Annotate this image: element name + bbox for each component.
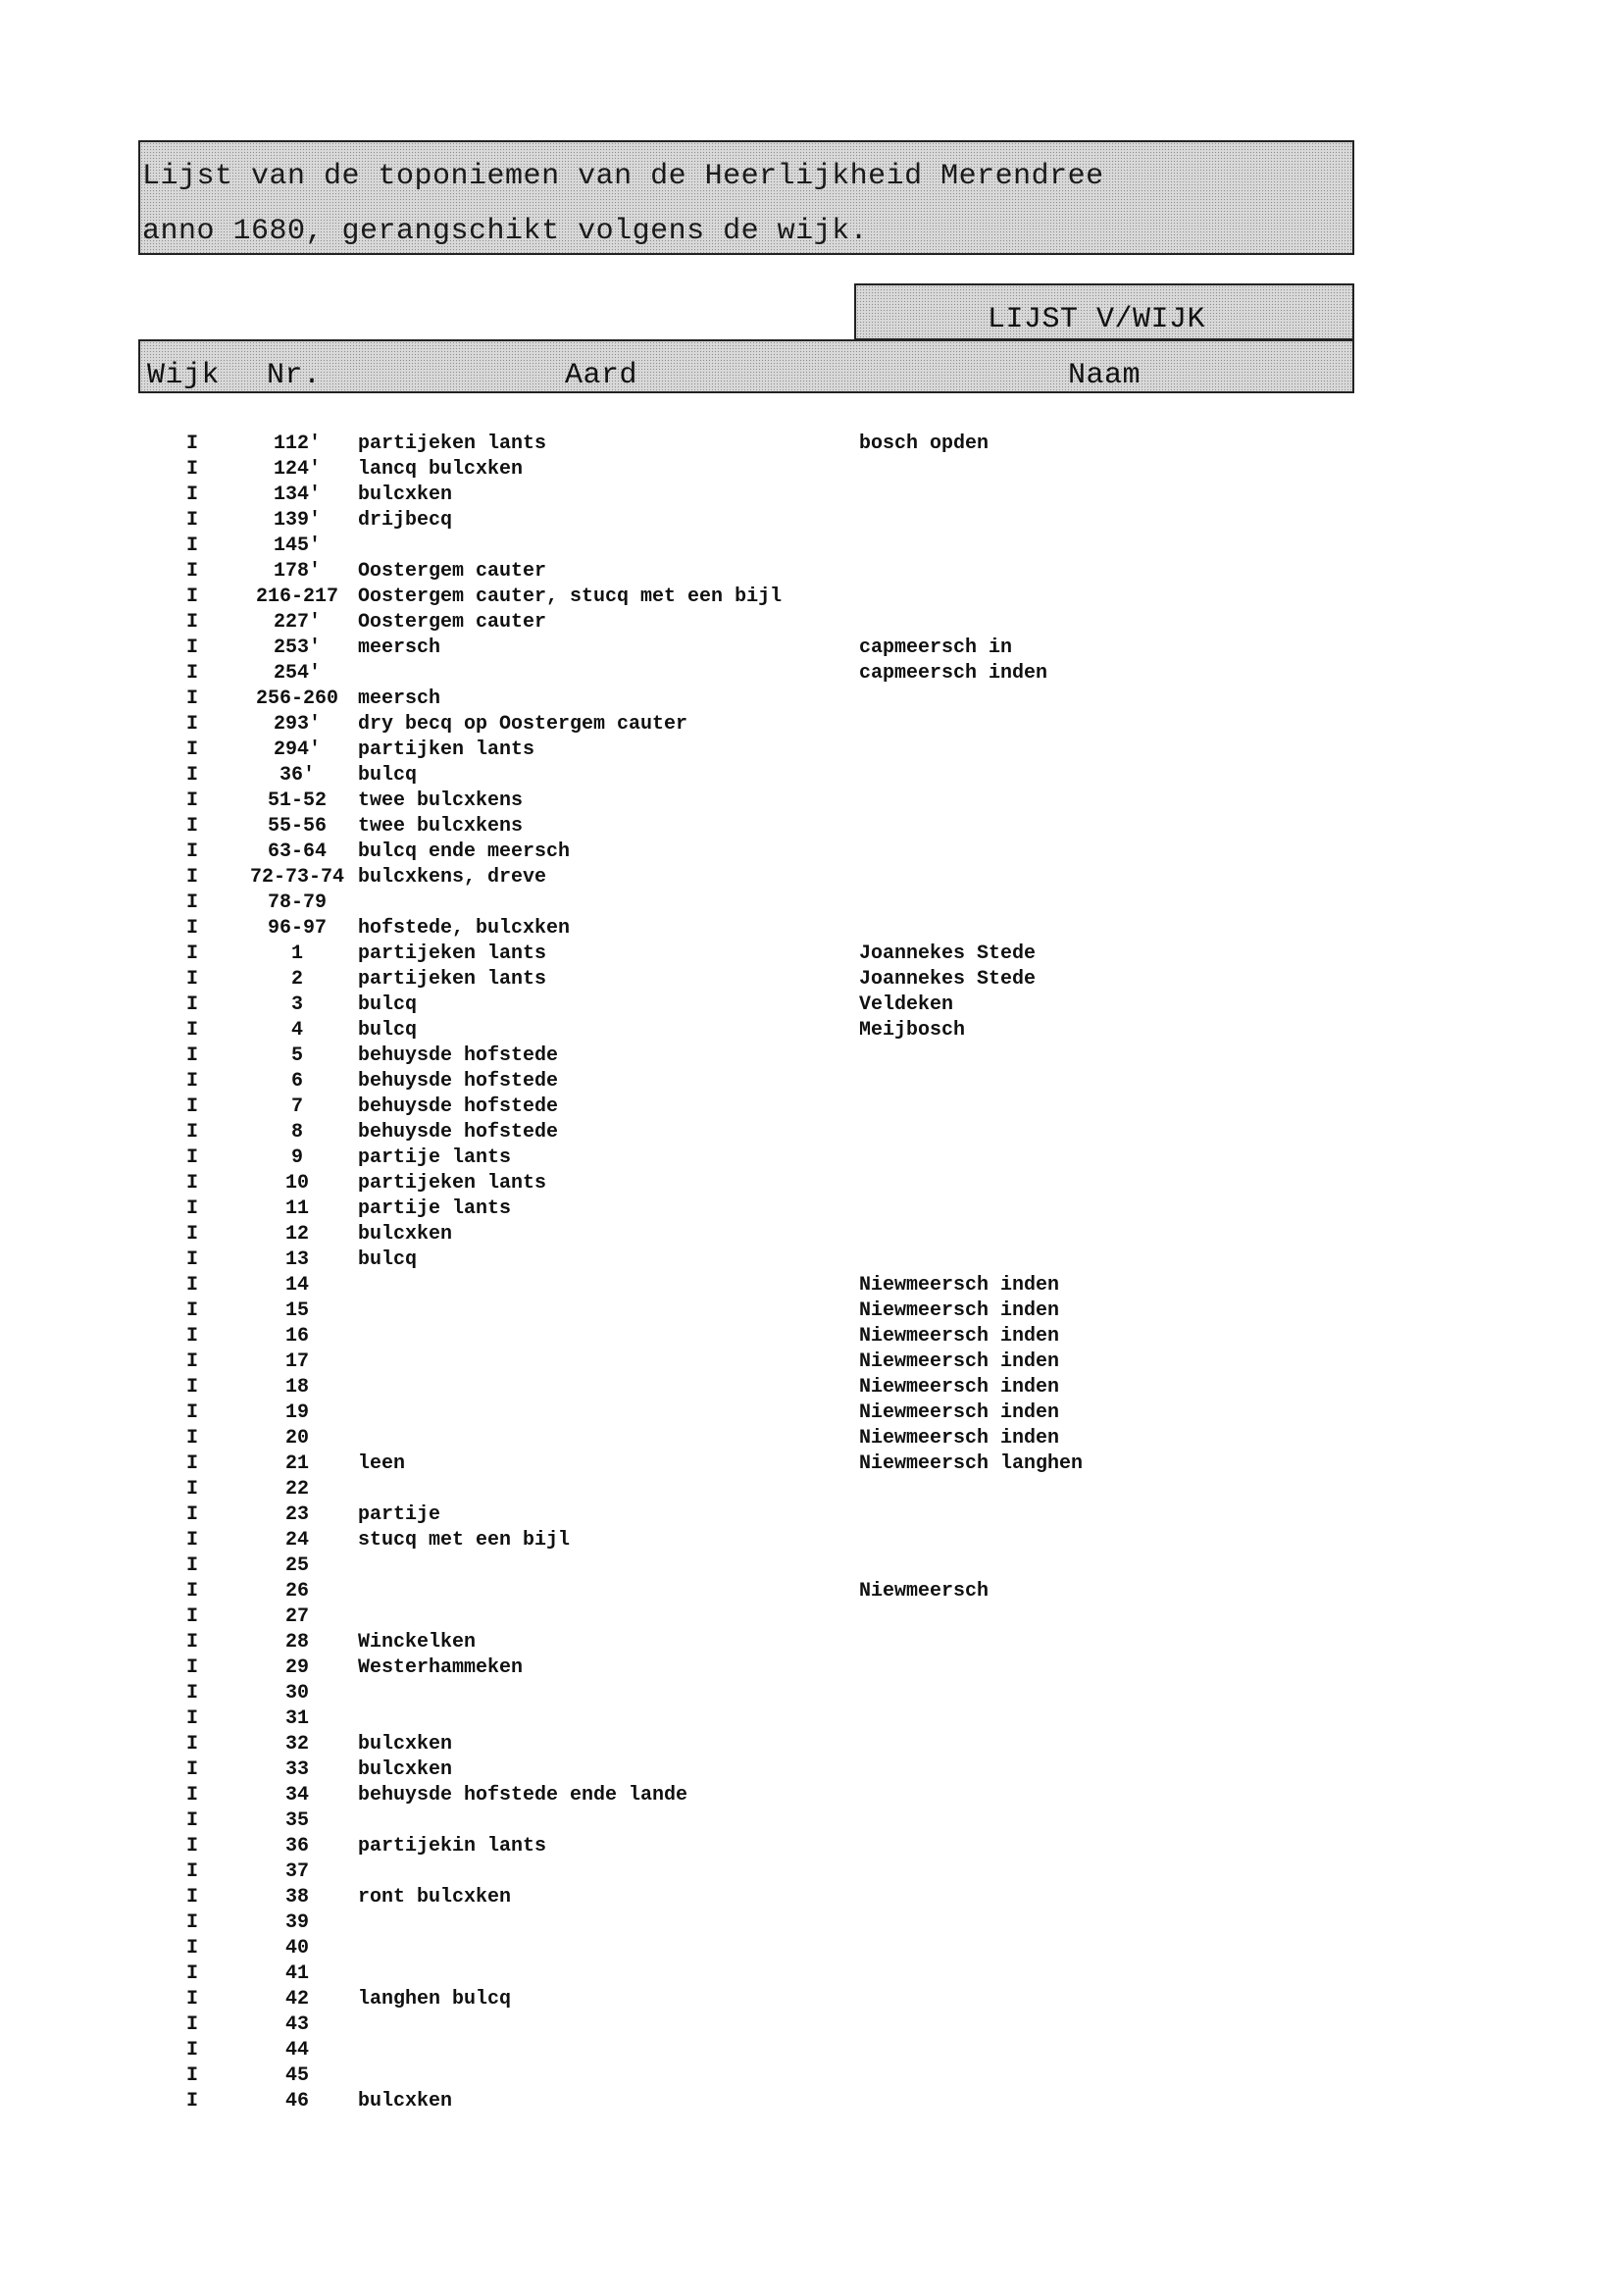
- cell-aard: leen: [358, 1452, 406, 1475]
- cell-aard: partijeken lants: [358, 1172, 547, 1195]
- cell-aard: meersch: [358, 636, 441, 659]
- cell-nr: 72-73-74: [249, 866, 344, 889]
- cell-nr: 124': [273, 458, 321, 481]
- cell-aard: behuysde hofstede: [358, 1095, 559, 1118]
- table-row: [0, 559, 1624, 585]
- cell-naam: Niewmeersch langhen: [859, 1452, 1084, 1475]
- cell-naam: Niewmeersch: [859, 1580, 990, 1603]
- table-row: [0, 636, 1624, 661]
- cell-wijk: I: [186, 968, 199, 991]
- cell-nr: 17: [284, 1350, 309, 1373]
- cell-aard: stucq met een bijl: [358, 1529, 571, 1552]
- table-row: [0, 1426, 1624, 1451]
- cell-nr: 12: [284, 1223, 309, 1246]
- cell-aard: partije: [358, 1503, 441, 1526]
- table-row: [0, 2063, 1624, 2089]
- table-row: [0, 712, 1624, 738]
- cell-nr: 11: [284, 1197, 309, 1220]
- cell-aard: partijeken lants: [358, 968, 547, 991]
- cell-aard: bulcq: [358, 764, 418, 787]
- cell-wijk: I: [186, 1911, 199, 1934]
- header-aard: Aard: [565, 359, 638, 392]
- cell-aard: twee bulcxkens: [358, 815, 524, 838]
- cell-nr: 8: [290, 1121, 303, 1144]
- cell-naam: Joannekes Stede: [859, 968, 1037, 991]
- cell-wijk: I: [186, 1988, 199, 2011]
- cell-naam: bosch opden: [859, 433, 990, 455]
- cell-nr: 253': [273, 636, 321, 659]
- table-row: [0, 1247, 1624, 1273]
- cell-nr: 294': [273, 738, 321, 761]
- cell-aard: bulcxken: [358, 1758, 453, 1781]
- table-row: [0, 1120, 1624, 1146]
- cell-naam: capmeersch in: [859, 636, 1013, 659]
- cell-aard: drijbecq: [358, 509, 453, 532]
- cell-nr: 5: [290, 1044, 303, 1067]
- table-row: [0, 1553, 1624, 1579]
- cell-wijk: I: [186, 2090, 199, 2113]
- table-row: [0, 1910, 1624, 1936]
- cell-nr: 25: [284, 1554, 309, 1577]
- cell-wijk: I: [186, 484, 199, 506]
- cell-aard: Oostergem cauter: [358, 611, 547, 634]
- table-row: [0, 508, 1624, 534]
- table-row: [0, 1681, 1624, 1706]
- cell-nr: 36: [284, 1835, 309, 1858]
- cell-aard: bulcxkens, dreve: [358, 866, 547, 889]
- table-row: [0, 585, 1624, 610]
- header-nr: Nr.: [267, 359, 322, 392]
- lijst-label: LIJST V/WIJK: [988, 303, 1206, 336]
- cell-wijk: I: [186, 1197, 199, 1220]
- title-line-1: Lijst van de toponiemen van de Heerlijkheid Merendree: [142, 160, 1104, 193]
- cell-wijk: I: [186, 1401, 199, 1424]
- cell-aard: bulcq: [358, 1248, 418, 1271]
- cell-nr: 216-217: [255, 585, 338, 608]
- cell-aard: bulcq ende meersch: [358, 840, 571, 863]
- cell-aard: partijekin lants: [358, 1835, 547, 1858]
- cell-wijk: I: [186, 764, 199, 787]
- table-row: [0, 1400, 1624, 1426]
- cell-aard: partije lants: [358, 1197, 512, 1220]
- table-row: [0, 1579, 1624, 1604]
- table-row: [0, 1655, 1624, 1681]
- table-row: [0, 814, 1624, 840]
- cell-naam: Niewmeersch inden: [859, 1350, 1060, 1373]
- table-row: [0, 1630, 1624, 1655]
- cell-wijk: I: [186, 2039, 199, 2062]
- cell-nr: 46: [284, 2090, 309, 2113]
- toponym-list: [0, 432, 1624, 2114]
- cell-nr: 28: [284, 1631, 309, 1654]
- cell-aard: langhen bulcq: [358, 1988, 512, 2011]
- cell-wijk: I: [186, 2064, 199, 2087]
- table-row: [0, 840, 1624, 865]
- cell-nr: 33: [284, 1758, 309, 1781]
- cell-wijk: I: [186, 1835, 199, 1858]
- table-row: [0, 1783, 1624, 1808]
- table-row: [0, 610, 1624, 636]
- cell-wijk: I: [186, 1274, 199, 1297]
- table-row: [0, 865, 1624, 891]
- table-row: [0, 534, 1624, 559]
- cell-wijk: I: [186, 1962, 199, 1985]
- header-naam: Naam: [1068, 359, 1142, 392]
- cell-nr: 23: [284, 1503, 309, 1526]
- table-row: [0, 942, 1624, 967]
- cell-naam: Niewmeersch inden: [859, 1401, 1060, 1424]
- table-row: [0, 1706, 1624, 1732]
- cell-wijk: I: [186, 1325, 199, 1348]
- cell-wijk: I: [186, 1223, 199, 1246]
- cell-nr: 78-79: [267, 891, 327, 914]
- cell-wijk: I: [186, 2013, 199, 2036]
- cell-wijk: I: [186, 942, 199, 965]
- cell-nr: 7: [290, 1095, 303, 1118]
- table-row: [0, 789, 1624, 814]
- cell-wijk: I: [186, 611, 199, 634]
- cell-nr: 20: [284, 1427, 309, 1450]
- table-row: [0, 1732, 1624, 1757]
- cell-wijk: I: [186, 1019, 199, 1042]
- cell-nr: 19: [284, 1401, 309, 1424]
- table-row: [0, 967, 1624, 993]
- cell-nr: 15: [284, 1299, 309, 1322]
- cell-wijk: I: [186, 1478, 199, 1501]
- table-row: [0, 1171, 1624, 1196]
- cell-nr: 51-52: [267, 789, 327, 812]
- cell-wijk: I: [186, 1682, 199, 1705]
- table-row: [0, 1069, 1624, 1095]
- cell-nr: 30: [284, 1682, 309, 1705]
- cell-naam: Niewmeersch inden: [859, 1325, 1060, 1348]
- cell-wijk: I: [186, 1427, 199, 1450]
- cell-aard: Winckelken: [358, 1631, 477, 1654]
- cell-wijk: I: [186, 1937, 199, 1960]
- cell-wijk: I: [186, 1758, 199, 1781]
- cell-wijk: I: [186, 891, 199, 914]
- cell-wijk: I: [186, 1860, 199, 1883]
- cell-nr: 96-97: [267, 917, 327, 940]
- cell-wijk: I: [186, 1554, 199, 1577]
- cell-wijk: I: [186, 1503, 199, 1526]
- cell-nr: 31: [284, 1707, 309, 1730]
- cell-aard: ront bulcxken: [358, 1886, 512, 1909]
- table-row: [0, 1834, 1624, 1859]
- cell-aard: partijken lants: [358, 738, 535, 761]
- cell-wijk: I: [186, 993, 199, 1016]
- cell-nr: 26: [284, 1580, 309, 1603]
- cell-aard: meersch: [358, 687, 441, 710]
- cell-nr: 44: [284, 2039, 309, 2062]
- table-row: [0, 1885, 1624, 1910]
- cell-nr: 36': [279, 764, 315, 787]
- cell-wijk: I: [186, 1580, 199, 1603]
- cell-nr: 45: [284, 2064, 309, 2087]
- table-row: [0, 1349, 1624, 1375]
- cell-wijk: I: [186, 1529, 199, 1552]
- cell-wijk: I: [186, 1605, 199, 1628]
- cell-wijk: I: [186, 840, 199, 863]
- cell-wijk: I: [186, 1784, 199, 1807]
- cell-wijk: I: [186, 789, 199, 812]
- cell-nr: 40: [284, 1937, 309, 1960]
- cell-nr: 16: [284, 1325, 309, 1348]
- cell-nr: 3: [290, 993, 303, 1016]
- cell-nr: 112': [273, 433, 321, 455]
- cell-wijk: I: [186, 1350, 199, 1373]
- cell-wijk: I: [186, 1733, 199, 1756]
- cell-aard: behuysde hofstede: [358, 1121, 559, 1144]
- cell-aard: bulcq: [358, 993, 418, 1016]
- table-row: [0, 1604, 1624, 1630]
- cell-nr: 1: [290, 942, 303, 965]
- cell-nr: 39: [284, 1911, 309, 1934]
- cell-nr: 254': [273, 662, 321, 685]
- cell-nr: 41: [284, 1962, 309, 1985]
- cell-nr: 22: [284, 1478, 309, 1501]
- cell-nr: 256-260: [255, 687, 338, 710]
- cell-wijk: I: [186, 1070, 199, 1093]
- cell-nr: 38: [284, 1886, 309, 1909]
- cell-aard: Westerhammeken: [358, 1656, 524, 1679]
- cell-wijk: I: [186, 1376, 199, 1399]
- table-row: [0, 1528, 1624, 1553]
- cell-wijk: I: [186, 1707, 199, 1730]
- cell-aard: bulcq: [358, 1019, 418, 1042]
- cell-aard: partijeken lants: [358, 433, 547, 455]
- cell-aard: bulcxken: [358, 1223, 453, 1246]
- cell-nr: 24: [284, 1529, 309, 1552]
- table-row: [0, 1146, 1624, 1171]
- cell-naam: capmeersch inden: [859, 662, 1048, 685]
- cell-nr: 145': [273, 535, 321, 557]
- lijst-label-box: [854, 283, 1354, 340]
- cell-aard: twee bulcxkens: [358, 789, 524, 812]
- table-row: [0, 891, 1624, 916]
- table-row: [0, 1961, 1624, 1987]
- title-line-2: anno 1680, gerangschikt volgens de wijk.: [142, 215, 869, 248]
- cell-wijk: I: [186, 713, 199, 736]
- cell-nr: 63-64: [267, 840, 327, 863]
- cell-wijk: I: [186, 636, 199, 659]
- table-row: [0, 2012, 1624, 2038]
- cell-nr: 35: [284, 1809, 309, 1832]
- cell-wijk: I: [186, 1095, 199, 1118]
- cell-aard: Oostergem cauter, stucq met een bijl: [358, 585, 783, 608]
- cell-wijk: I: [186, 1809, 199, 1832]
- table-row: [0, 1375, 1624, 1400]
- table-row: [0, 738, 1624, 763]
- table-row: [0, 1095, 1624, 1120]
- cell-nr: 37: [284, 1860, 309, 1883]
- table-row: [0, 2089, 1624, 2114]
- cell-aard: Oostergem cauter: [358, 560, 547, 583]
- cell-wijk: I: [186, 1172, 199, 1195]
- cell-nr: 139': [273, 509, 321, 532]
- cell-aard: bulcxken: [358, 2090, 453, 2113]
- cell-naam: Niewmeersch inden: [859, 1299, 1060, 1322]
- cell-naam: Niewmeersch inden: [859, 1274, 1060, 1297]
- cell-wijk: I: [186, 433, 199, 455]
- cell-wijk: I: [186, 1299, 199, 1322]
- cell-wijk: I: [186, 1146, 199, 1169]
- cell-wijk: I: [186, 1886, 199, 1909]
- cell-nr: 227': [273, 611, 321, 634]
- cell-nr: 21: [284, 1452, 309, 1475]
- cell-aard: bulcxken: [358, 484, 453, 506]
- cell-wijk: I: [186, 1044, 199, 1067]
- cell-nr: 178': [273, 560, 321, 583]
- cell-nr: 4: [290, 1019, 303, 1042]
- table-row: [0, 1324, 1624, 1349]
- cell-nr: 9: [290, 1146, 303, 1169]
- cell-nr: 18: [284, 1376, 309, 1399]
- cell-naam: Niewmeersch inden: [859, 1427, 1060, 1450]
- cell-aard: behuysde hofstede ende lande: [358, 1784, 688, 1807]
- table-row: [0, 916, 1624, 942]
- table-row: [0, 687, 1624, 712]
- table-row: [0, 483, 1624, 508]
- table-row: [0, 1859, 1624, 1885]
- cell-aard: lancq bulcxken: [358, 458, 524, 481]
- table-row: [0, 1757, 1624, 1783]
- cell-naam: Niewmeersch inden: [859, 1376, 1060, 1399]
- cell-aard: partije lants: [358, 1146, 512, 1169]
- header-wijk: Wijk: [147, 359, 221, 392]
- cell-nr: 43: [284, 2013, 309, 2036]
- cell-wijk: I: [186, 866, 199, 889]
- cell-wijk: I: [186, 1121, 199, 1144]
- table-row: [0, 1298, 1624, 1324]
- cell-nr: 27: [284, 1605, 309, 1628]
- table-row: [0, 1987, 1624, 2012]
- cell-nr: 2: [290, 968, 303, 991]
- cell-aard: bulcxken: [358, 1733, 453, 1756]
- table-row: [0, 1502, 1624, 1528]
- table-row: [0, 1477, 1624, 1502]
- column-header-bar: [138, 339, 1354, 393]
- cell-wijk: I: [186, 560, 199, 583]
- cell-wijk: I: [186, 509, 199, 532]
- cell-naam: Joannekes Stede: [859, 942, 1037, 965]
- cell-wijk: I: [186, 535, 199, 557]
- table-row: [0, 661, 1624, 687]
- cell-naam: Veldeken: [859, 993, 954, 1016]
- cell-aard: dry becq op Oostergem cauter: [358, 713, 688, 736]
- cell-nr: 55-56: [267, 815, 327, 838]
- document-title-box: [138, 140, 1354, 255]
- cell-nr: 10: [284, 1172, 309, 1195]
- cell-wijk: I: [186, 1656, 199, 1679]
- table-row: [0, 1936, 1624, 1961]
- cell-aard: partijeken lants: [358, 942, 547, 965]
- table-row: [0, 2038, 1624, 2063]
- table-row: [0, 1018, 1624, 1044]
- cell-nr: 42: [284, 1988, 309, 2011]
- cell-wijk: I: [186, 662, 199, 685]
- table-row: [0, 763, 1624, 789]
- table-row: [0, 432, 1624, 457]
- table-row: [0, 457, 1624, 483]
- table-row: [0, 1222, 1624, 1247]
- cell-aard: behuysde hofstede: [358, 1044, 559, 1067]
- cell-wijk: I: [186, 815, 199, 838]
- cell-nr: 14: [284, 1274, 309, 1297]
- cell-wijk: I: [186, 687, 199, 710]
- cell-wijk: I: [186, 458, 199, 481]
- cell-wijk: I: [186, 1631, 199, 1654]
- table-row: [0, 1044, 1624, 1069]
- cell-nr: 32: [284, 1733, 309, 1756]
- cell-aard: behuysde hofstede: [358, 1070, 559, 1093]
- cell-wijk: I: [186, 1248, 199, 1271]
- cell-nr: 13: [284, 1248, 309, 1271]
- cell-wijk: I: [186, 1452, 199, 1475]
- table-row: [0, 1808, 1624, 1834]
- cell-nr: 293': [273, 713, 321, 736]
- cell-aard: hofstede, bulcxken: [358, 917, 571, 940]
- cell-nr: 6: [290, 1070, 303, 1093]
- cell-nr: 34: [284, 1784, 309, 1807]
- cell-naam: Meijbosch: [859, 1019, 966, 1042]
- table-row: [0, 1451, 1624, 1477]
- table-row: [0, 1196, 1624, 1222]
- table-row: [0, 993, 1624, 1018]
- cell-nr: 134': [273, 484, 321, 506]
- cell-wijk: I: [186, 738, 199, 761]
- table-row: [0, 1273, 1624, 1298]
- cell-wijk: I: [186, 917, 199, 940]
- cell-nr: 29: [284, 1656, 309, 1679]
- cell-wijk: I: [186, 585, 199, 608]
